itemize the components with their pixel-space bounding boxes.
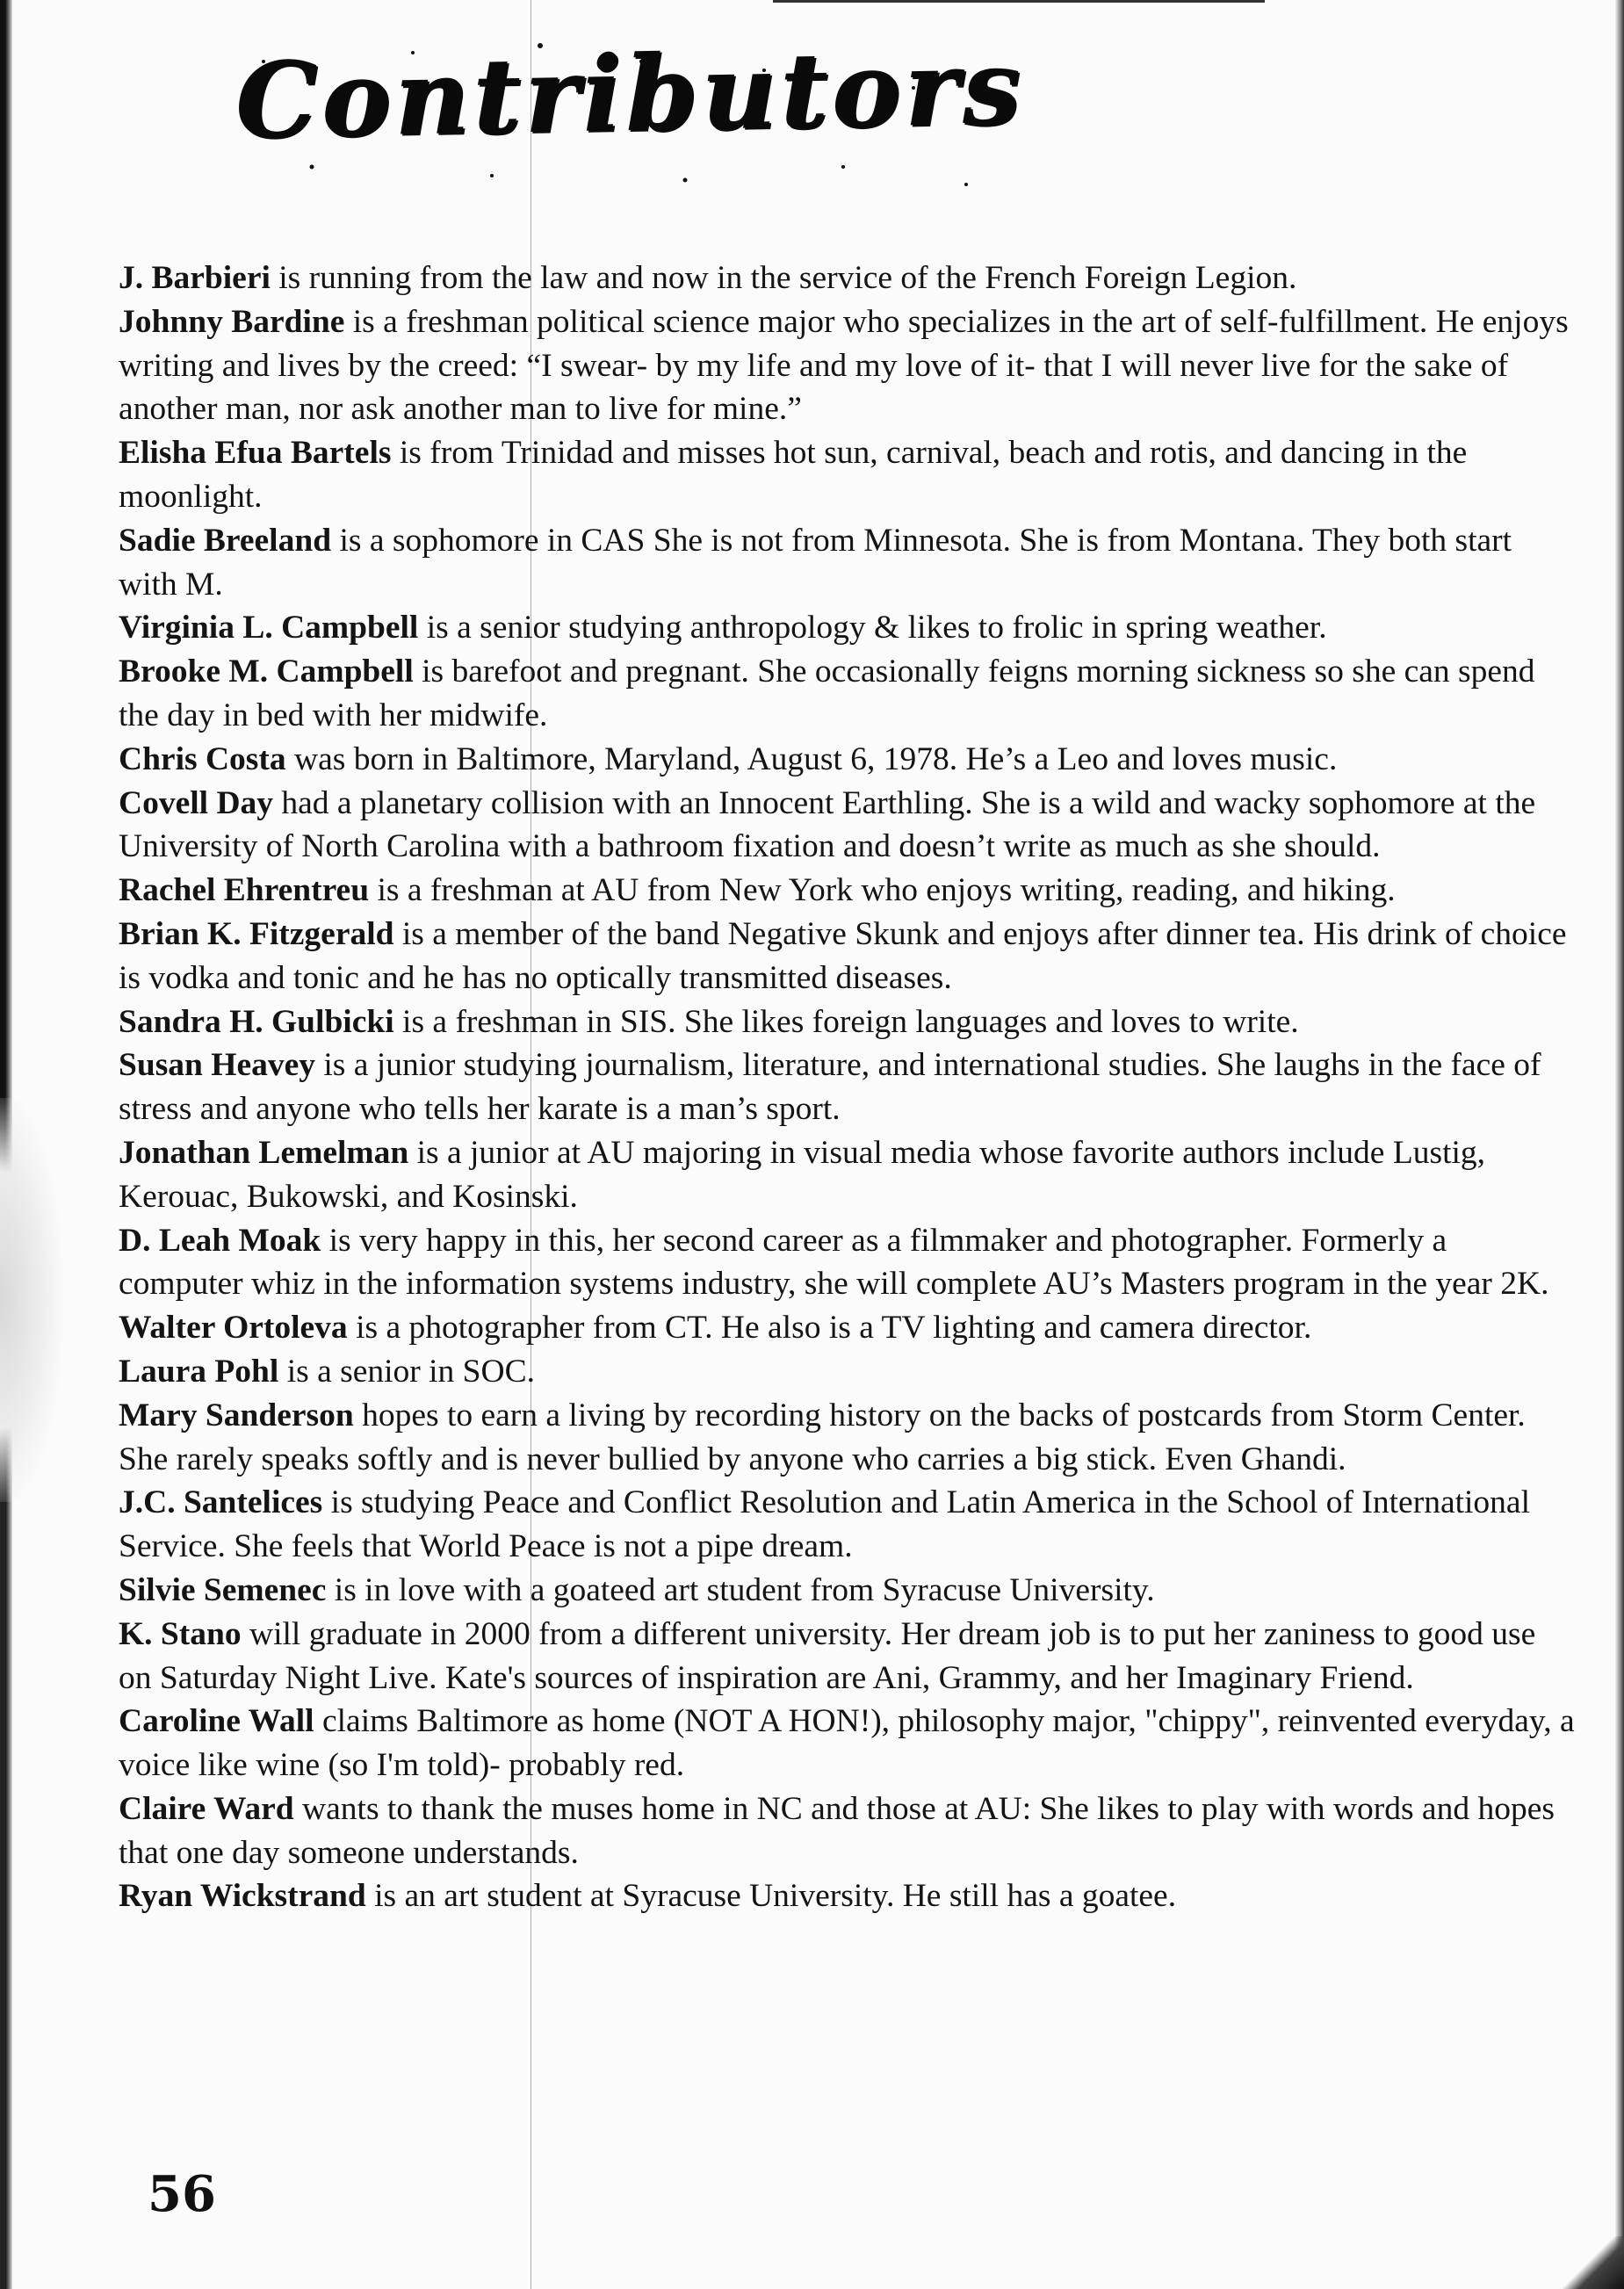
ink-speck [841, 165, 845, 169]
contributor-name: Virginia L. Campbell [119, 610, 419, 646]
contributor-bio [119, 869, 1577, 913]
page-number: 56 [148, 2165, 216, 2223]
contributor-description: is a senior in SOC. [278, 1353, 535, 1390]
contributor-name: Laura Pohl [119, 1353, 279, 1390]
ink-speck [964, 183, 968, 186]
contributor-name: Susan Heavey [119, 1047, 315, 1084]
contributor-name: Jonathan Lemelman [119, 1134, 409, 1171]
contributor-name: Ryan Wickstrand [119, 1878, 366, 1915]
contributor-bio [119, 606, 1577, 650]
contributor-bio [119, 1700, 1577, 1787]
contributor-bio [119, 1219, 1577, 1307]
contributor-name: K. Stano [119, 1615, 242, 1652]
contributor-name: Mary Sanderson [119, 1397, 354, 1433]
contributor-name: Covell Day [119, 784, 274, 821]
contributor-description: will graduate in 2000 from a different university. Her dream job is to put her zaniness to good use on Saturday Night Live. Kate's sources of inspiration are Ani, Grammy, and her Imaginary Friend. [119, 1615, 1536, 1696]
contributor-description: is an art student at Syracuse University. He still has a goatee. [365, 1878, 1177, 1915]
ink-speck [310, 165, 314, 170]
contributor-bio [119, 519, 1577, 607]
contributor-description: had a planetary collision with an Innocent Earthling. She is a wild and wacky sophomore at the University of North Carolina with a bathroom fixation and doesn’t write as much as she should. [119, 784, 1536, 865]
contributor-description: is very happy in this, her second career as a filmmaker and photographer. Formerly a computer whiz in the information systems industry, she will complete AU’s Masters program in the year 2K. [119, 1222, 1549, 1303]
contributor-bio [119, 1481, 1577, 1569]
contributor-bio [119, 1043, 1577, 1131]
contributor-bio [119, 1613, 1577, 1701]
contributor-bio [119, 1394, 1577, 1482]
contributor-description: is running from the law and now in the service of the French Foreign Legion. [270, 260, 1297, 296]
contributor-bio [119, 1131, 1577, 1219]
contributor-bio [119, 913, 1577, 1000]
contributor-name: Johnny Bardine [119, 303, 345, 340]
contributor-bio [119, 650, 1577, 738]
contributor-description: is from Trinidad and misses hot sun, carnival, beach and rotis, and dancing in the moonlight. [119, 435, 1468, 515]
scan-edge-right [1615, 0, 1624, 2289]
binding-shadow [0, 1098, 61, 1502]
contributor-description: wants to thank the muses home in NC and those at AU: She likes to play with words and hopes that one day someone understands. [119, 1790, 1555, 1871]
contributor-name: Chris Costa [119, 740, 286, 777]
contributor-description: is a freshman political science major who specializes in the art of self-fulfillment. He enjoys writing and lives by the creed: “I swear- by my life and my love of it- that I will never live for the sake of another man, nor ask another man to live for mine.” [119, 303, 1569, 428]
contributor-bio [119, 1569, 1577, 1613]
contributor-bio [119, 1350, 1577, 1394]
contributor-description: is a sophomore in CAS She is not from Minnesota. She is from Montana. They both start with M. [119, 522, 1512, 603]
contributor-name: Claire Ward [119, 1790, 294, 1827]
contributor-name: Rachel Ehrentreu [119, 872, 370, 909]
contributor-bio [119, 1306, 1577, 1350]
contributor-description: is studying Peace and Conflict Resolution and Latin America in the School of International Service. She feels that World Peace is not a pipe dream. [119, 1484, 1530, 1565]
contributor-description: was born in Baltimore, Maryland, August 6, 1978. He’s a Leo and loves music. [285, 740, 1338, 777]
scan-edge-left-lower [0, 1441, 5, 2289]
contributor-description: is a junior studying journalism, literature, and international studies. She laughs in the face of stress and anyone who tells her karate is a man’s sport. [119, 1047, 1541, 1128]
contributor-bio [119, 431, 1577, 519]
contributor-description: is a photographer from CT. He also is a TV lighting and camera director. [347, 1310, 1312, 1347]
contributor-bio [119, 1787, 1577, 1875]
contributor-bio [119, 300, 1577, 431]
contributor-description: is a freshman in SIS. She likes foreign languages and loves to write. [393, 1003, 1299, 1040]
contributor-name: Brooke M. Campbell [119, 653, 414, 690]
contributor-description: is barefoot and pregnant. She occasionally feigns morning sickness so she can spend the day in bed with her midwife. [119, 653, 1535, 733]
contributor-name: Caroline Wall [119, 1703, 314, 1740]
contributor-description: is in love with a goateed art student from Syracuse University. [326, 1571, 1155, 1608]
contributor-description: is a junior at AU majoring in visual media whose favorite authors include Lustig, Kerouac, Bukowski, and Kosinski. [119, 1134, 1486, 1215]
contributor-list [119, 256, 1577, 1918]
contributor-name: Silvie Semenec [119, 1571, 327, 1608]
ink-speck [683, 178, 688, 183]
page-corner-curl [1563, 2236, 1624, 2289]
ink-speck [490, 174, 494, 177]
contributor-name: Sandra H. Gulbicki [119, 1003, 394, 1040]
contributor-name: Sadie Breeland [119, 522, 332, 559]
contributor-name: J.C. Santelices [119, 1484, 323, 1521]
contributor-name: Elisha Efua Bartels [119, 435, 392, 472]
contributor-description: hopes to earn a living by recording history on the backs of postcards from Storm Center. She rarely speaks softly and is never bullied by anyone who carries a big stick. Even Ghandi. [119, 1397, 1526, 1477]
contributor-bio [119, 782, 1577, 870]
contributor-name: Brian K. Fitzgerald [119, 915, 394, 952]
contributor-description: is a senior studying anthropology & likes to frolic in spring weather. [418, 610, 1327, 646]
contributor-description: is a freshman at AU from New York who enjoys writing, reading, and hiking. [369, 872, 1396, 909]
contributor-description: is a member of the band Negative Skunk and enjoys after dinner tea. His drink of choice is vodka and tonic and he has no optically transmitted diseases. [119, 915, 1567, 996]
scan-edge-top [773, 0, 1265, 3]
page-title: Contributors [234, 25, 1026, 162]
contributor-name: Walter Ortoleva [119, 1310, 348, 1347]
contributor-description: claims Baltimore as home (NOT A HON!), philosophy major, "chippy", reinvented everyday, a voice like wine (so I'm told)- probably red. [119, 1703, 1575, 1784]
contributor-name: J. Barbieri [119, 260, 271, 296]
contributor-bio [119, 1000, 1577, 1044]
contributor-bio [119, 738, 1577, 782]
contributor-bio [119, 256, 1577, 300]
contributor-name: D. Leah Moak [119, 1222, 321, 1259]
contributor-bio [119, 1874, 1577, 1918]
